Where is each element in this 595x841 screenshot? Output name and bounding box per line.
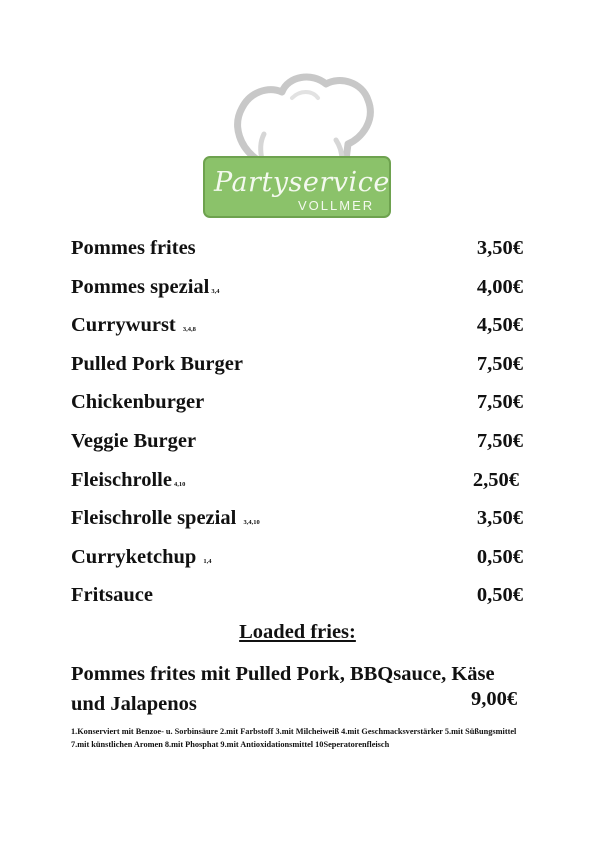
- menu-item-price: 2,50€: [472, 468, 519, 491]
- menu-item-name: Pommes spezial: [71, 275, 210, 298]
- menu-item: [71, 233, 526, 272]
- menu-item-price: 3,50€: [476, 237, 523, 259]
- menu-item-price: 7,50€: [476, 352, 523, 375]
- menu-list: [71, 233, 526, 619]
- menu-item-price: 3,50€: [476, 507, 523, 530]
- loaded-fries-description: Pommes frites mit Pulled Pork, BBQsauce, Käse und Jalapenos: [71, 663, 495, 715]
- menu-item: [71, 465, 526, 504]
- menu-item-name: Pulled Pork Burger: [71, 352, 243, 375]
- menu-item-price: 4,50€: [476, 314, 523, 337]
- menu-item-name: Fleischrolle spezial: [71, 507, 242, 530]
- menu-item: [71, 426, 526, 465]
- partyservice-logo: [200, 68, 394, 222]
- menu-item-price: 7,50€: [476, 429, 523, 452]
- loaded-fries-price: 9,00€: [471, 688, 518, 710]
- menu-item-name: Chickenburger: [71, 391, 205, 414]
- menu-item: [71, 542, 526, 581]
- menu-item-price: 0,50€: [476, 545, 523, 568]
- menu-item-price: 7,50€: [476, 391, 523, 414]
- menu-item-name: Pommes frites: [71, 237, 196, 259]
- menu-item-allergens: 3,4,8: [182, 326, 196, 334]
- logo-brand-sub: VOLLMER: [298, 198, 375, 213]
- loaded-fries-heading: Loaded fries:: [239, 621, 356, 643]
- menu-item-name: Fritsauce: [71, 584, 153, 607]
- menu-item-name: Curryketchup: [71, 545, 202, 568]
- menu-item: [71, 580, 526, 619]
- allergen-footnote: 1.Konserviert mit Benzoe- u. Sorbinsäure 2.mit Farbstoff 3.mit Milcheiweiß 4.mit Geschmacksverstärker 5.mit Süßungsmittel 7.mit künstlichen Aromen 8.mit Phosphat 9.mit Antioxidationsmittel 10Seperatorenfleisch: [71, 727, 517, 749]
- logo-brand-script: Partyservice: [214, 167, 390, 198]
- menu-item-price: 0,50€: [476, 584, 523, 607]
- menu-item: [71, 503, 526, 542]
- menu-item-name: Fleischrolle: [71, 468, 172, 491]
- menu-item-allergens: 1,4: [203, 557, 212, 565]
- menu-item-price: 4,00€: [476, 275, 523, 298]
- menu-item-name: Veggie Burger: [71, 429, 197, 452]
- menu-item-allergens: 3,4: [211, 287, 220, 295]
- menu-item: [71, 387, 526, 426]
- menu-item: [71, 272, 526, 311]
- menu-item-allergens: 4,10: [173, 480, 186, 488]
- menu-item: [71, 349, 526, 388]
- menu-item-allergens: 3,4,10: [243, 519, 260, 527]
- menu-item-name: Currywurst: [71, 314, 181, 337]
- menu-item: [71, 310, 526, 349]
